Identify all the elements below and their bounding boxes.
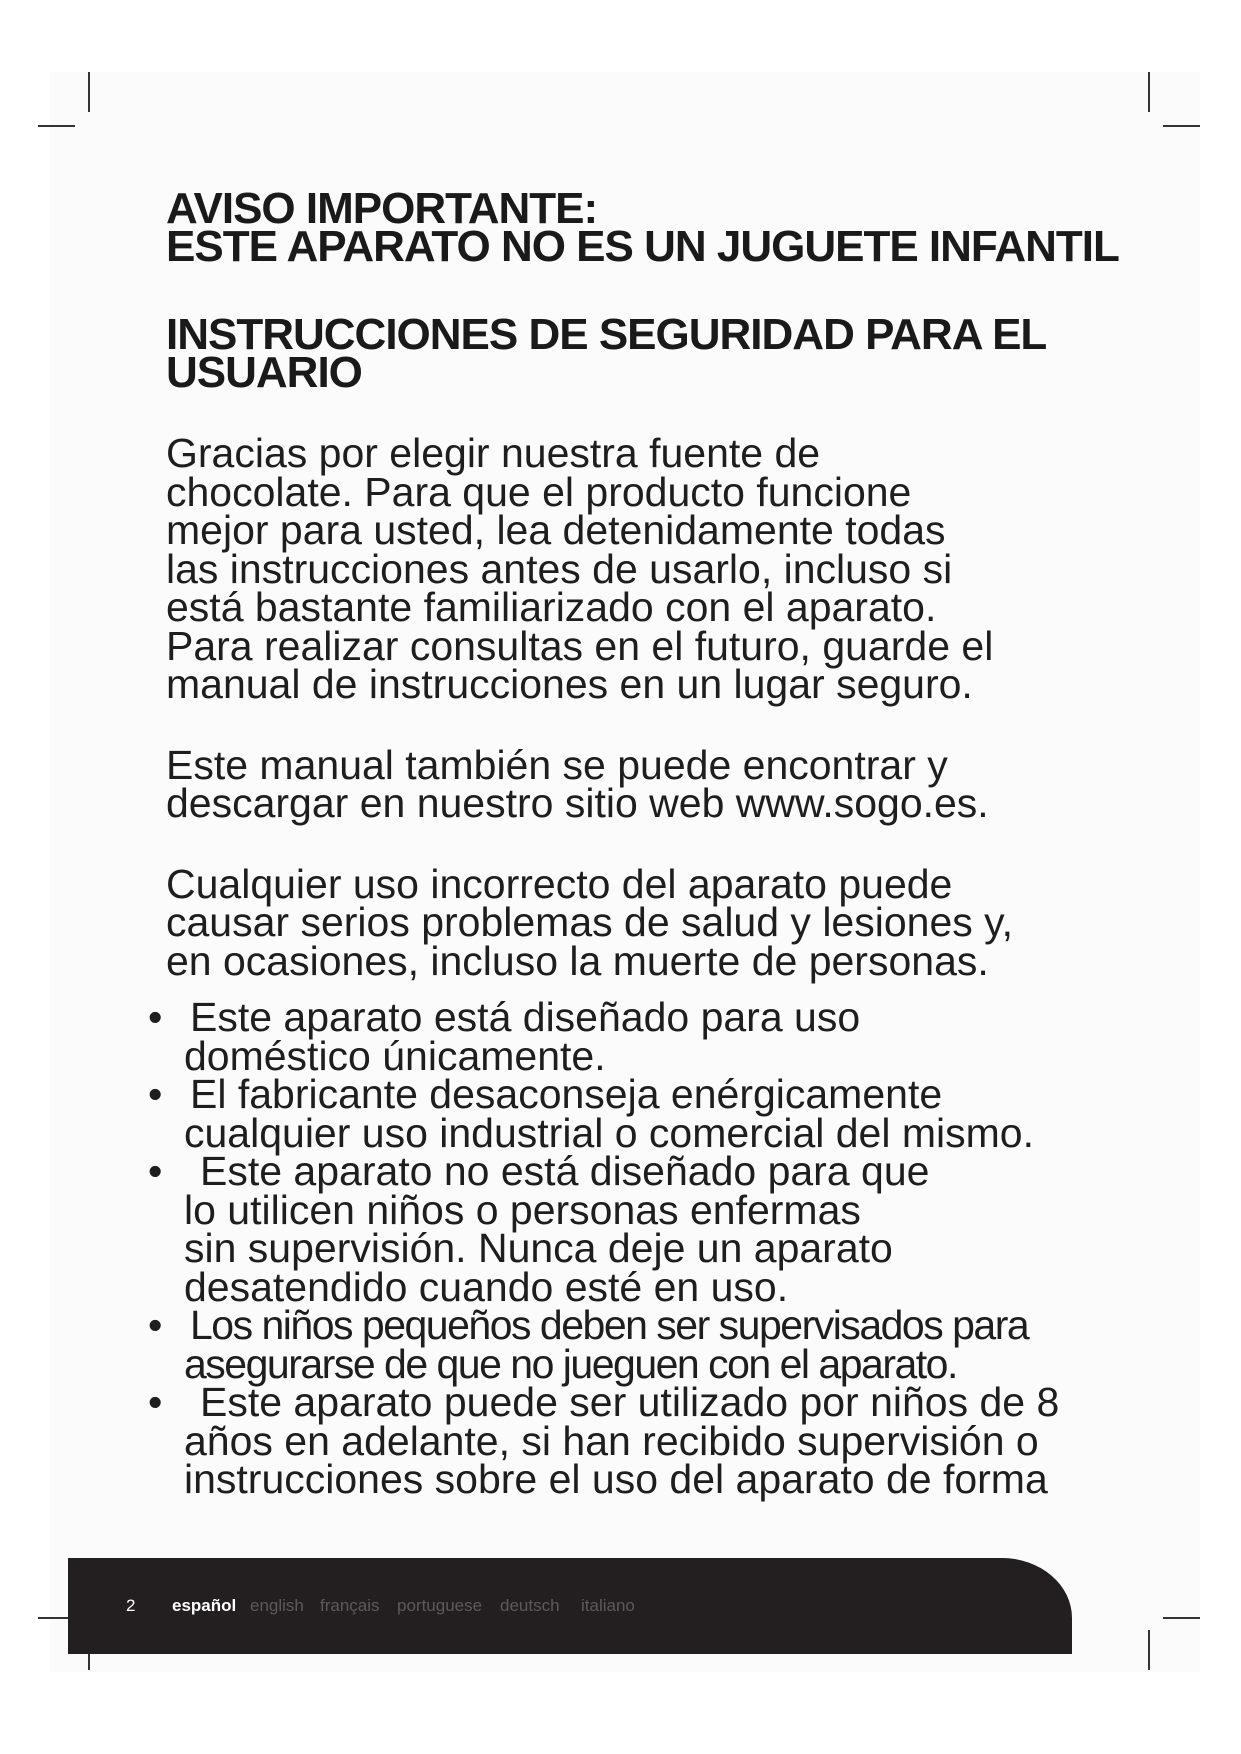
bullet-line: desatendido cuando esté en uso. — [184, 1263, 789, 1310]
bullet-icon: • — [148, 1379, 163, 1425]
safety-instructions-heading — [166, 310, 1166, 397]
bullet-line: instrucciones sobre el uso del aparato de forma — [184, 1456, 1048, 1502]
crop-mark-top-left-vertical — [88, 72, 90, 112]
language-tab-espanol[interactable]: español — [172, 1596, 237, 1615]
safety-bullet-list — [148, 994, 1148, 1502]
bullet-line: doméstico únicamente. — [184, 1032, 606, 1079]
bullet-line: El fabricante desaconseja enérgicamente — [190, 1071, 943, 1117]
paragraph-line: Este manual también se puede encontrar y — [166, 741, 948, 788]
main-content — [166, 184, 1166, 1022]
list-item — [148, 1148, 1148, 1310]
safety-title-line: USUARIO — [166, 348, 362, 397]
paragraph-line: Gracias por elegir nuestra fuente de — [166, 430, 821, 476]
crop-mark-top-left-horizontal — [38, 125, 75, 127]
bullet-line: Este aparato está diseñado para uso — [190, 994, 861, 1040]
paragraph-line: Para realizar consultas en el futuro, guarde el — [166, 622, 994, 669]
important-notice-heading — [166, 184, 1166, 271]
bullet-icon: • — [148, 1071, 163, 1117]
paragraph-line: está bastante familiarizado con el aparato. — [166, 584, 937, 630]
notice-line: AVISO IMPORTANTE: — [166, 184, 598, 233]
website-paragraph — [166, 741, 1166, 826]
paragraph-line: Cualquier uso incorrecto del aparato puede — [166, 860, 953, 907]
paragraph-line: las instrucciones antes de usarlo, incluso si — [166, 545, 953, 592]
list-item — [148, 1379, 1148, 1502]
safety-title-line: INSTRUCCIONES DE SEGURIDAD PARA EL — [166, 310, 1047, 359]
crop-mark-bottom-right-vertical — [1148, 1630, 1150, 1670]
notice-line: ESTE APARATO NO ES UN JUGUETE INFANTIL — [166, 222, 1119, 271]
bullet-line: cualquier uso industrial o comercial del mismo. — [184, 1109, 1034, 1156]
list-item — [148, 994, 1148, 1079]
page-number: 2 — [126, 1596, 136, 1615]
paragraph-line: en ocasiones, incluso la muerte de personas. — [166, 937, 989, 984]
bullet-line: Este aparato puede ser utilizado por niños de 8 — [200, 1379, 1060, 1425]
footer-bar — [68, 1558, 1072, 1654]
bullet-line: Los niños pequeños deben ser supervisados para — [190, 1302, 1029, 1348]
paragraph-line: causar serios problemas de salud y lesiones y, — [166, 899, 1013, 945]
bullet-line: asegurarse de que no jueguen con el aparato. — [184, 1340, 957, 1387]
crop-mark-bottom-right-horizontal — [1163, 1617, 1200, 1619]
language-tab-english[interactable]: english — [250, 1596, 304, 1615]
paragraph-line: chocolate. Para que el producto funcione — [166, 468, 912, 515]
language-tab-italiano[interactable]: italiano — [581, 1596, 635, 1615]
bullet-icon: • — [148, 1148, 163, 1194]
crop-mark-top-right-vertical — [1148, 72, 1150, 112]
language-tab-portuguese[interactable]: portuguese — [397, 1596, 483, 1615]
language-tab-deutsch[interactable]: deutsch — [500, 1596, 560, 1615]
bullet-line: Este aparato no está diseñado para que — [200, 1148, 930, 1194]
list-item — [148, 1302, 1148, 1387]
bullet-line: años en adelante, si han recibido supervisión o — [184, 1417, 1039, 1464]
paragraph-line: manual de instrucciones en un lugar seguro. — [166, 661, 973, 707]
intro-paragraph — [166, 430, 1166, 707]
language-tab-francais[interactable]: français — [320, 1596, 380, 1615]
bullet-icon: • — [148, 1302, 161, 1348]
paragraph-line: descargar en nuestro sitio web www.sogo.es. — [166, 780, 989, 826]
bullet-icon: • — [148, 994, 163, 1040]
bullet-line: sin supervisión. Nunca deje un aparato — [184, 1225, 893, 1271]
crop-mark-top-right-horizontal — [1163, 125, 1200, 127]
warning-paragraph — [166, 860, 1166, 984]
bullet-line: lo utilicen niños o personas enfermas — [184, 1186, 861, 1233]
paragraph-line: mejor para usted, lea detenidamente todas — [166, 507, 946, 553]
list-item — [148, 1071, 1148, 1156]
